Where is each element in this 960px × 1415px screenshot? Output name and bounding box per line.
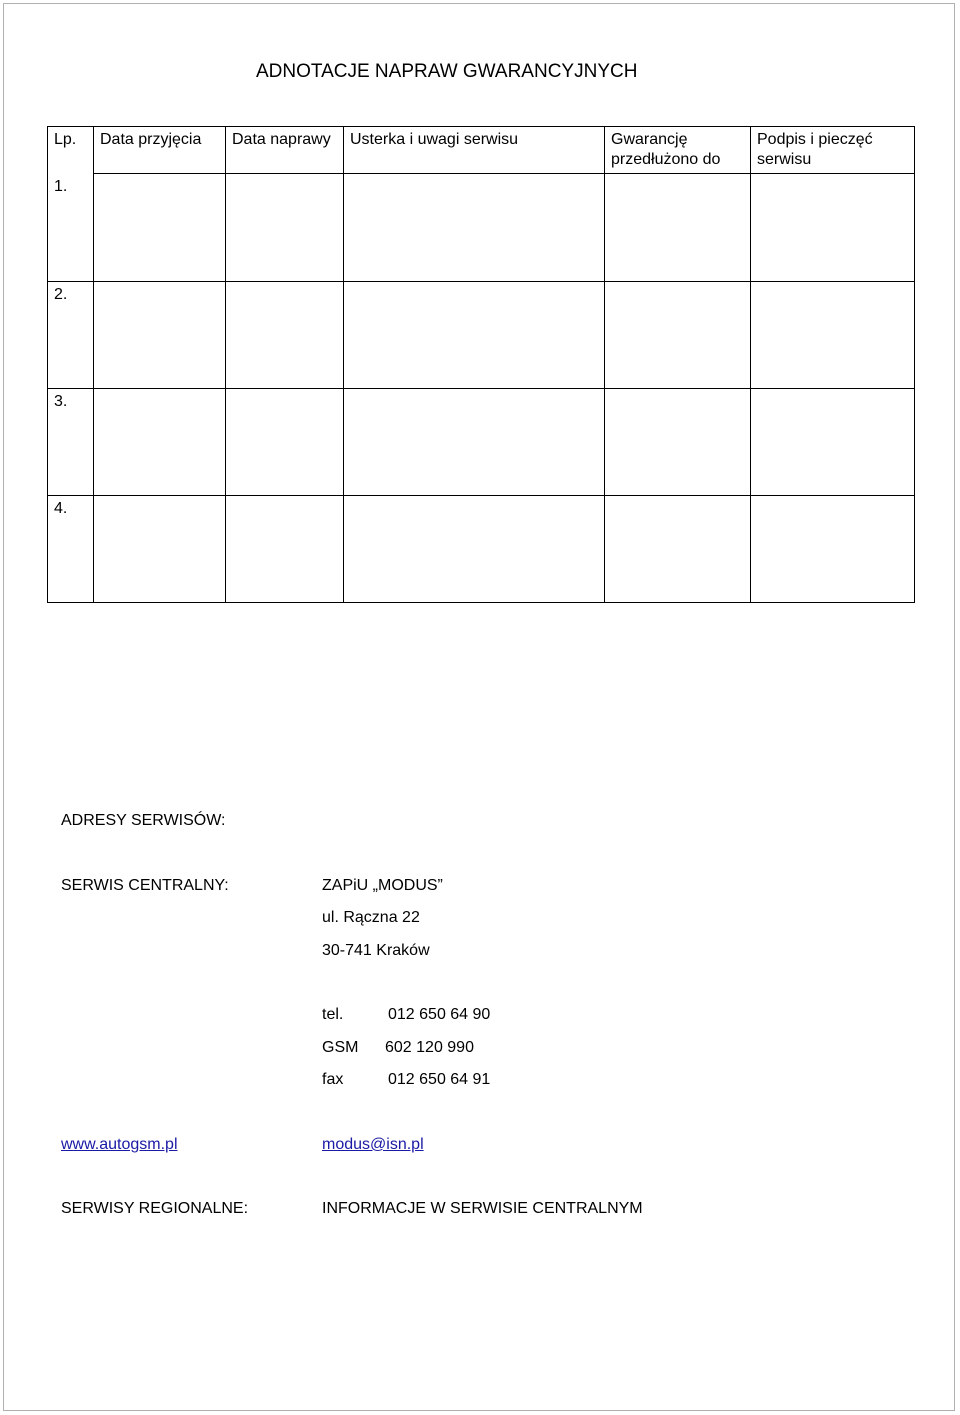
row-number: 1. bbox=[48, 174, 94, 282]
fax-number: 012 650 64 91 bbox=[388, 1071, 491, 1088]
row-number: 2. bbox=[48, 282, 94, 389]
cell-repair-date[interactable] bbox=[226, 496, 344, 603]
cell-repair-date[interactable] bbox=[226, 389, 344, 496]
cell-repair-date[interactable] bbox=[226, 174, 344, 282]
company-name: ZAPiU „MODUS” bbox=[322, 877, 443, 894]
cell-defect-notes[interactable] bbox=[344, 174, 605, 282]
tel-number: 012 650 64 90 bbox=[388, 1006, 491, 1023]
row-number: 3. bbox=[48, 389, 94, 496]
email-link[interactable]: modus@isn.pl bbox=[322, 1136, 424, 1153]
street-address: ul. Rączna 22 bbox=[322, 909, 420, 926]
cell-defect-notes[interactable] bbox=[344, 389, 605, 496]
cell-warranty-extended[interactable] bbox=[605, 174, 751, 282]
table-row bbox=[48, 174, 915, 282]
table-row bbox=[48, 282, 915, 389]
table-header-row bbox=[48, 127, 915, 174]
header-repair-date: Data naprawy bbox=[226, 127, 344, 174]
cell-warranty-extended[interactable] bbox=[605, 389, 751, 496]
addresses-heading: ADRESY SERWISÓW: bbox=[61, 812, 226, 829]
cell-received-date[interactable] bbox=[94, 174, 226, 282]
cell-signature-stamp[interactable] bbox=[751, 174, 915, 282]
cell-repair-date[interactable] bbox=[226, 282, 344, 389]
row-number: 4. bbox=[48, 496, 94, 603]
cell-received-date[interactable] bbox=[94, 389, 226, 496]
city-address: 30-741 Kraków bbox=[322, 942, 430, 959]
document-title: ADNOTACJE NAPRAW GWARANCYJNYCH bbox=[256, 61, 638, 82]
regional-services-info: INFORMACJE W SERWISIE CENTRALNYM bbox=[322, 1200, 643, 1217]
header-warranty-extended: Gwarancję przedłużono do bbox=[605, 127, 751, 174]
header-defect-notes: Usterka i uwagi serwisu bbox=[344, 127, 605, 174]
cell-defect-notes[interactable] bbox=[344, 282, 605, 389]
cell-signature-stamp[interactable] bbox=[751, 282, 915, 389]
header-lp: Lp. bbox=[48, 127, 94, 174]
cell-received-date[interactable] bbox=[94, 282, 226, 389]
cell-received-date[interactable] bbox=[94, 496, 226, 603]
table-row bbox=[48, 389, 915, 496]
fax-label: fax bbox=[322, 1071, 344, 1088]
header-signature-stamp: Podpis i pieczęć serwisu bbox=[751, 127, 915, 174]
cell-warranty-extended[interactable] bbox=[605, 496, 751, 603]
gsm-number: 602 120 990 bbox=[385, 1039, 474, 1056]
website-link[interactable]: www.autogsm.pl bbox=[61, 1136, 178, 1153]
table-row bbox=[48, 496, 915, 603]
cell-defect-notes[interactable] bbox=[344, 496, 605, 603]
cell-signature-stamp[interactable] bbox=[751, 496, 915, 603]
header-received-date: Data przyjęcia bbox=[94, 127, 226, 174]
tel-label: tel. bbox=[322, 1006, 344, 1023]
repairs-table bbox=[47, 126, 915, 603]
gsm-label: GSM bbox=[322, 1039, 359, 1056]
cell-signature-stamp[interactable] bbox=[751, 389, 915, 496]
cell-warranty-extended[interactable] bbox=[605, 282, 751, 389]
regional-services-label: SERWISY REGIONALNE: bbox=[61, 1200, 249, 1217]
central-service-label: SERWIS CENTRALNY: bbox=[61, 877, 229, 894]
